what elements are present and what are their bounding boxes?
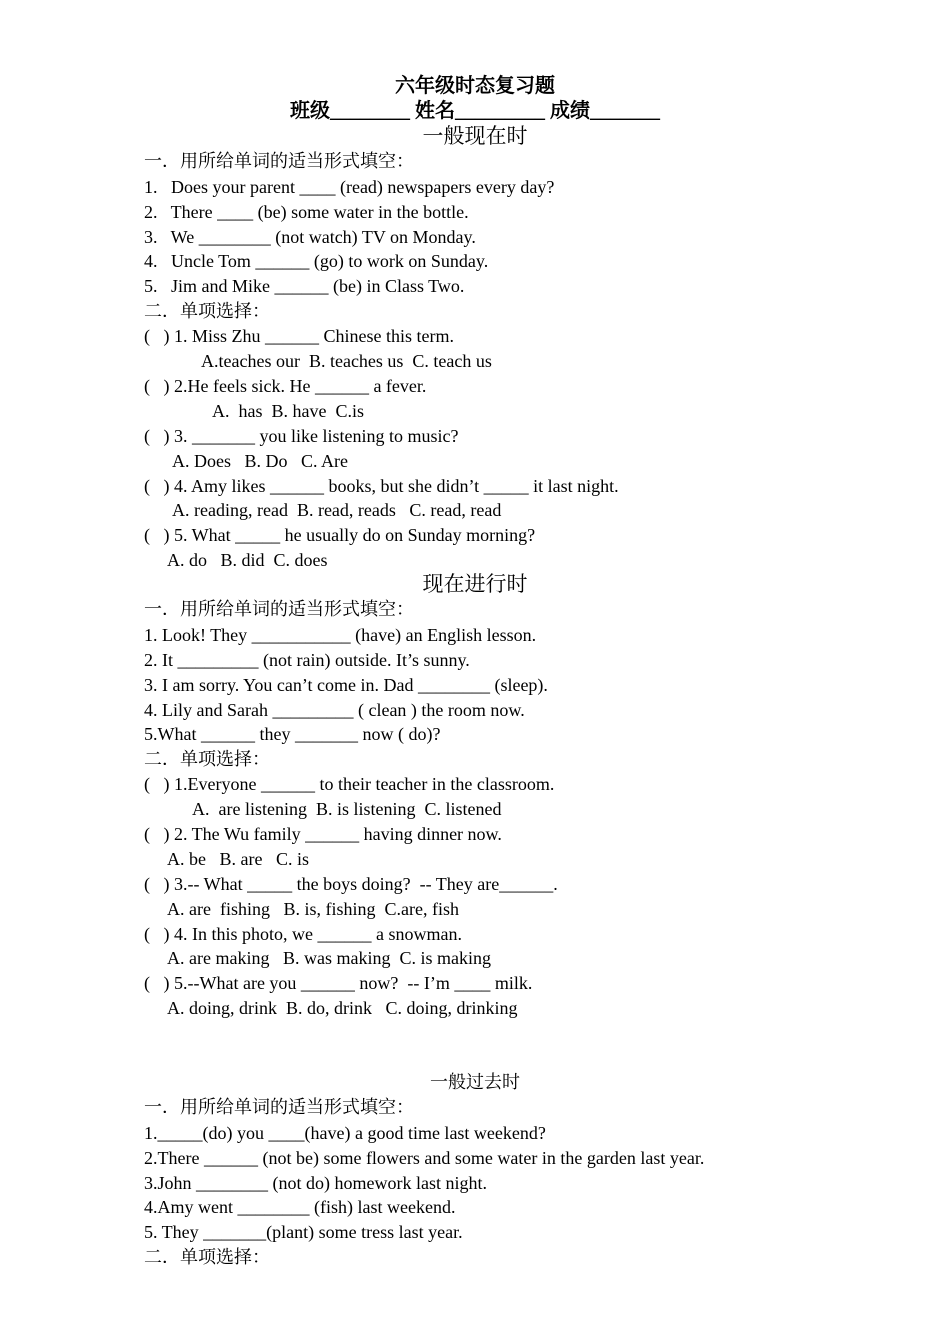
choice-options: A. are fishing B. is, fishing C.are, fish xyxy=(167,899,459,919)
choice-question: ( ) 4. In this photo, we ______ a snowman. xyxy=(144,924,462,944)
fill-question: 5. They _______(plant) some tress last year. xyxy=(144,1222,463,1242)
fill-blank-title: 一．用所给单词的适当形式填空： xyxy=(144,599,414,619)
choice-title: 二．单项选择： xyxy=(144,749,270,769)
fill-question: 1. Does your parent ____ (read) newspapers every day? xyxy=(144,177,555,197)
choice-question: ( ) 3. _______ you like listening to music? xyxy=(144,426,459,446)
choice-question: ( ) 1. Miss Zhu ______ Chinese this term. xyxy=(144,326,454,346)
choice-title: 二．单项选择： xyxy=(144,301,270,321)
choice-options: A. Does B. Do C. Are xyxy=(172,451,348,471)
choice-question: ( ) 2.He feels sick. He ______ a fever. xyxy=(144,376,427,396)
choice-options: A.teaches our B. teaches us C. teach us xyxy=(201,351,492,371)
choice-options: A. has B. have C.is xyxy=(212,401,364,421)
choice-question: ( ) 5.--What are you ______ now? -- I’m ____ milk. xyxy=(144,973,533,993)
fill-question: 3. I am sorry. You can’t come in. Dad ________ (sleep). xyxy=(144,675,548,695)
section-heading-present-simple: 一般现在时 xyxy=(422,124,528,148)
section-heading-present-continuous: 现在进行时 xyxy=(422,572,528,596)
fill-blank-title: 一．用所给单词的适当形式填空： xyxy=(144,1097,414,1117)
fill-question: 2. There ____ (be) some water in the bottle. xyxy=(144,202,469,222)
fill-question: 5.What ______ they _______ now ( do)? xyxy=(144,724,441,744)
choice-question: ( ) 4. Amy likes ______ books, but she didn’t _____ it last night. xyxy=(144,476,619,496)
choice-options: A. doing, drink B. do, drink C. doing, drinking xyxy=(167,998,518,1018)
choice-question: ( ) 1.Everyone ______ to their teacher in the classroom. xyxy=(144,774,555,794)
fill-question: 3.John ________ (not do) homework last night. xyxy=(144,1173,487,1193)
fill-question: 4. Lily and Sarah _________ ( clean ) the room now. xyxy=(144,700,525,720)
student-info-line: 班级________ 姓名_________ 成绩_______ xyxy=(290,100,660,122)
section-heading-past-simple: 一般过去时 xyxy=(430,1072,520,1092)
choice-question: ( ) 2. The Wu family ______ having dinner now. xyxy=(144,824,502,844)
fill-question: 1._____(do) you ____(have) a good time last weekend? xyxy=(144,1123,546,1143)
choice-title: 二．单项选择： xyxy=(144,1247,270,1267)
fill-blank-title: 一．用所给单词的适当形式填空： xyxy=(144,151,414,171)
fill-question: 4. Uncle Tom ______ (go) to work on Sunday. xyxy=(144,251,489,271)
fill-question: 5. Jim and Mike ______ (be) in Class Two. xyxy=(144,276,465,296)
choice-options: A. are listening B. is listening C. listened xyxy=(192,799,502,819)
choice-options: A. reading, read B. read, reads C. read, read xyxy=(172,500,502,520)
fill-question: 3. We ________ (not watch) TV on Monday. xyxy=(144,227,476,247)
choice-options: A. be B. are C. is xyxy=(167,849,309,869)
fill-question: 2.There ______ (not be) some flowers and some water in the garden last year. xyxy=(144,1148,705,1168)
choice-options: A. are making B. was making C. is making xyxy=(167,948,491,968)
fill-question: 1. Look! They ___________ (have) an English lesson. xyxy=(144,625,537,645)
choice-question: ( ) 3.-- What _____ the boys doing? -- They are______. xyxy=(144,874,558,894)
fill-question: 4.Amy went ________ (fish) last weekend. xyxy=(144,1197,456,1217)
page-title: 六年级时态复习题 xyxy=(395,75,555,97)
choice-options: A. do B. did C. does xyxy=(167,550,328,570)
fill-question: 2. It _________ (not rain) outside. It’s sunny. xyxy=(144,650,470,670)
choice-question: ( ) 5. What _____ he usually do on Sunday morning? xyxy=(144,525,536,545)
